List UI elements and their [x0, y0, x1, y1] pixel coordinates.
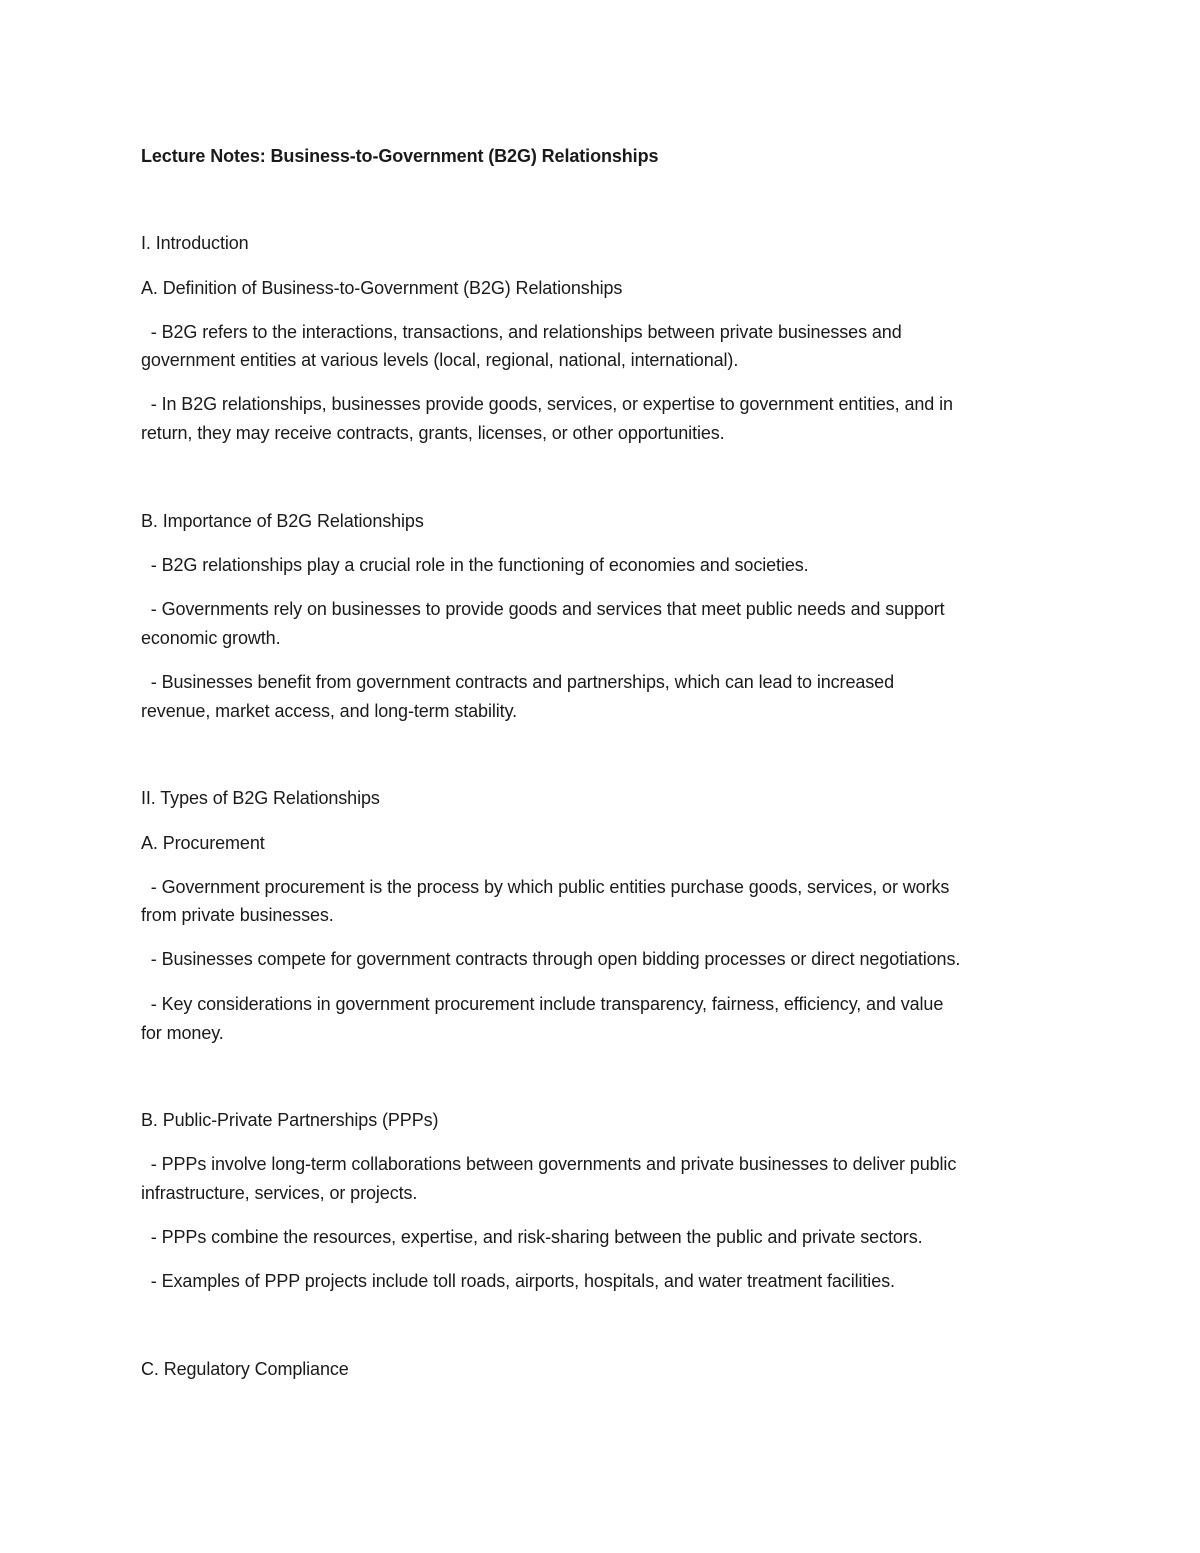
paragraph-line: for money.: [141, 1023, 224, 1043]
paragraph-line: - Businesses benefit from government contracts and partnerships, which can lead to increased: [141, 672, 894, 692]
subsection-heading-procurement: A. Procurement: [141, 833, 265, 853]
paragraph-line: economic growth.: [141, 628, 281, 648]
subsection-heading-ppps: B. Public-Private Partnerships (PPPs): [141, 1110, 439, 1130]
paragraph-line: - Examples of PPP projects include toll roads, airports, hospitals, and water treatment facilities.: [141, 1271, 895, 1291]
paragraph-line: - PPPs involve long-term collaborations between governments and private businesses to deliver public: [141, 1154, 957, 1174]
document-title: Lecture Notes: Business-to-Government (B2G) Relationships: [141, 146, 659, 166]
section-heading-types: II. Types of B2G Relationships: [141, 788, 380, 808]
subsection-heading-importance: B. Importance of B2G Relationships: [141, 511, 424, 531]
paragraph-line: infrastructure, services, or projects.: [141, 1183, 418, 1203]
paragraph-line: - B2G relationships play a crucial role in the functioning of economies and societies.: [141, 555, 809, 575]
section-heading-introduction: I. Introduction: [141, 233, 249, 253]
paragraph-line: from private businesses.: [141, 905, 334, 925]
paragraph-line: - Key considerations in government procurement include transparency, fairness, efficiency, and value: [141, 994, 944, 1014]
paragraph-line: - Businesses compete for government contracts through open bidding processes or direct negotiations.: [141, 949, 961, 969]
paragraph-line: - In B2G relationships, businesses provide goods, services, or expertise to government entities, and in: [141, 394, 953, 414]
paragraph-line: - PPPs combine the resources, expertise, and risk-sharing between the public and private sectors.: [141, 1227, 923, 1247]
paragraph-line: - Governments rely on businesses to provide goods and services that meet public needs and support: [141, 599, 945, 619]
paragraph-line: return, they may receive contracts, grants, licenses, or other opportunities.: [141, 423, 725, 443]
subsection-heading-regulatory-compliance: C. Regulatory Compliance: [141, 1359, 349, 1379]
paragraph-line: - Government procurement is the process by which public entities purchase goods, services, or works: [141, 877, 950, 897]
subsection-heading-definition: A. Definition of Business-to-Government (B2G) Relationships: [141, 278, 623, 298]
paragraph-line: revenue, market access, and long-term stability.: [141, 701, 518, 721]
paragraph-line: government entities at various levels (local, regional, national, international).: [141, 350, 739, 370]
paragraph-line: - B2G refers to the interactions, transactions, and relationships between private businesses and: [141, 322, 902, 342]
